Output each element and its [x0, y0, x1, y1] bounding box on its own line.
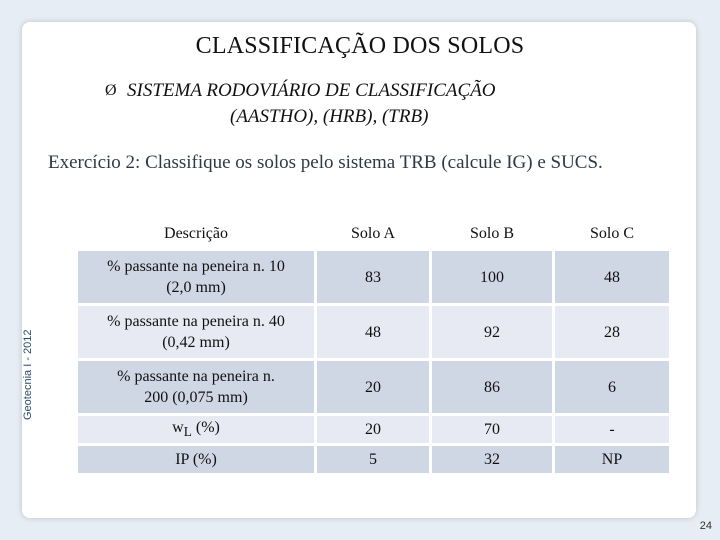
cell-solo-b: 86: [432, 361, 555, 416]
row-description: [78, 416, 317, 446]
desc-line: 200 (0,075 mm): [144, 389, 248, 406]
desc-line: % passante na peneira n. 40: [107, 313, 285, 330]
row-description: [78, 361, 317, 416]
cell-solo-c: -: [555, 416, 672, 446]
header-descricao: Descrição: [78, 218, 317, 251]
header-solo-a: Solo A: [317, 218, 432, 251]
row-description: IP (%): [78, 446, 317, 476]
row-description: [78, 251, 317, 306]
desc-suffix: (%): [191, 418, 220, 436]
page-number: 24: [699, 520, 712, 532]
cell-solo-a: 20: [317, 416, 432, 446]
cell-solo-b: 100: [432, 251, 555, 306]
cell-solo-b: 70: [432, 416, 555, 446]
header-solo-b: Solo B: [432, 218, 555, 251]
table-row: [78, 416, 672, 446]
desc-line: (2,0 mm): [166, 279, 226, 296]
bullet-arrow-icon: Ø: [105, 82, 117, 99]
desc-subscript: L: [183, 424, 192, 440]
cell-solo-a: 48: [317, 306, 432, 361]
cell-solo-c: 28: [555, 306, 672, 361]
desc-line: % passante na peneira n. 10: [107, 258, 285, 275]
cell-solo-c: NP: [555, 446, 672, 476]
slide-title: CLASSIFICAÇÃO DOS SOLOS: [195, 33, 525, 59]
table-row: [78, 446, 672, 476]
table-row: [78, 361, 672, 416]
header-solo-c: Solo C: [555, 218, 672, 251]
row-description: [78, 306, 317, 361]
exercise-text: Exercício 2: Classifique os solos pelo sistema TRB (calcule IG) e SUCS.: [48, 152, 603, 173]
table-row: [78, 251, 672, 306]
table-row: [78, 306, 672, 361]
subtitle-line-1: SISTEMA RODOVIÁRIO DE CLASSIFICAÇÃO: [127, 80, 496, 101]
table-header-row: [78, 218, 672, 251]
subtitle-line-2: (AASTHO), (HRB), (TRB): [230, 106, 429, 127]
desc-main: w: [172, 418, 184, 436]
cell-solo-c: 6: [555, 361, 672, 416]
desc-line: % passante na peneira n.: [117, 368, 275, 385]
cell-solo-a: 20: [317, 361, 432, 416]
cell-solo-b: 92: [432, 306, 555, 361]
side-course-label: Geotecnia I - 2012: [22, 329, 34, 420]
cell-solo-a: 5: [317, 446, 432, 476]
cell-solo-c: 48: [555, 251, 672, 306]
soil-data-table: [78, 218, 672, 476]
desc-line: (0,42 mm): [162, 334, 230, 351]
cell-solo-b: 32: [432, 446, 555, 476]
cell-solo-a: 83: [317, 251, 432, 306]
